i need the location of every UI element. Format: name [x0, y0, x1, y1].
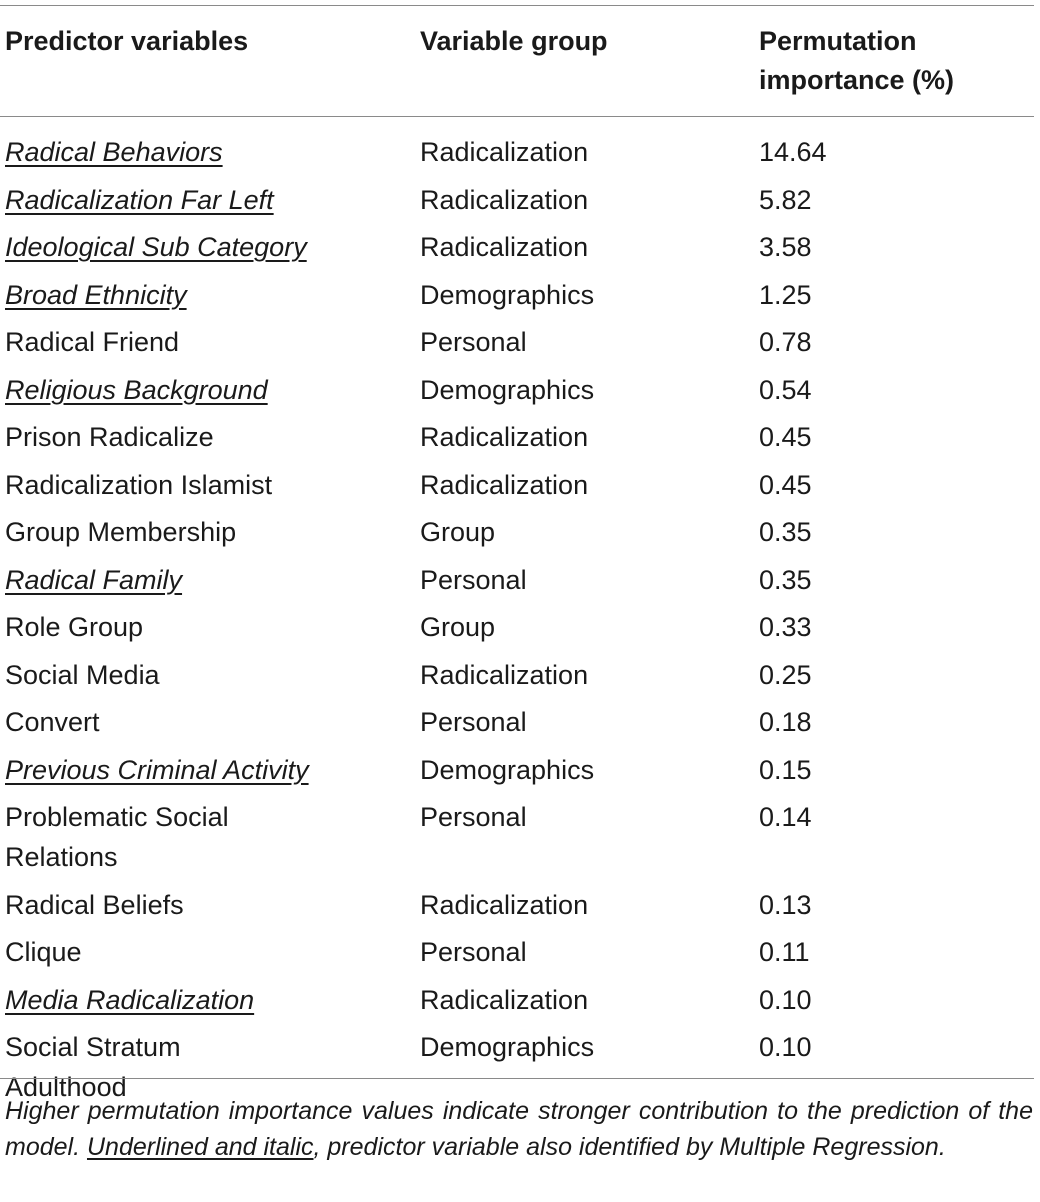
table-header-rule: [0, 116, 1034, 117]
importance-cell: 5.82: [759, 184, 812, 215]
importance-cell: 0.18: [759, 707, 812, 737]
table-row: [0, 227, 1034, 267]
predictor-cell: Role Group: [5, 612, 144, 642]
table-top-rule: [0, 5, 1034, 6]
importance-cell: 0.45: [759, 469, 812, 500]
table-row: [0, 512, 1034, 552]
predictor-cell: Group Membership: [5, 517, 237, 547]
variable-group-cell: Radicalization: [420, 889, 589, 920]
importance-cell: 14.64: [759, 137, 827, 167]
predictor-cell: Broad Ethnicity: [5, 279, 187, 310]
table-row: [0, 180, 1034, 220]
predictor-cell: Radical Family: [5, 564, 183, 595]
importance-cell: 0.35: [759, 564, 812, 595]
importance-cell: 3.58: [759, 232, 812, 262]
importance-cell: 0.10: [759, 1032, 812, 1062]
variable-group-cell: Group: [420, 612, 496, 642]
predictor-cell: Problematic Social Relations: [5, 802, 229, 872]
variable-group-cell: Radicalization: [420, 984, 589, 1015]
variable-group-cell: Demographics: [420, 279, 595, 310]
predictor-cell: Previous Criminal Activity: [5, 754, 309, 785]
footnote-text-1: Higher permutation importance values indicate stronger contribution to the prediction of the model.: [5, 1097, 1033, 1161]
variable-group-cell: Group: [420, 517, 496, 547]
table-row: [0, 322, 1034, 362]
importance-cell: 0.25: [759, 659, 812, 690]
predictor-cell: Ideological Sub Category: [5, 232, 307, 262]
table-row: [0, 275, 1034, 315]
predictor-cell: Radical Beliefs: [5, 889, 184, 920]
importance-cell: 0.10: [759, 984, 812, 1015]
header-predictor-variables: Predictor variables: [5, 26, 249, 56]
variable-group-cell: Demographics: [420, 1032, 595, 1062]
table-bottom-rule: [0, 1078, 1034, 1079]
variable-group-cell: Personal: [420, 802, 527, 832]
table-header: [0, 22, 1034, 112]
predictor-cell: Media Radicalization: [5, 984, 255, 1015]
table-row: [0, 370, 1034, 410]
table-row: [0, 560, 1034, 600]
variable-group-cell: Radicalization: [420, 469, 589, 500]
predictor-cell: Social Media: [5, 659, 160, 690]
table-footnote: [5, 1093, 1033, 1165]
variable-group-cell: Radicalization: [420, 232, 589, 262]
variable-group-cell: Demographics: [420, 754, 595, 785]
table-row: [0, 132, 1034, 172]
table-row: [0, 417, 1034, 457]
predictor-cell: Convert: [5, 707, 100, 737]
importance-cell: 0.14: [759, 802, 812, 832]
table-row: [0, 932, 1034, 972]
predictor-cell: Religious Background: [5, 374, 268, 405]
variable-group-cell: Personal: [420, 707, 527, 737]
predictor-cell: Radicalization Islamist: [5, 469, 273, 500]
variable-group-cell: Radicalization: [420, 422, 589, 452]
table-row: [0, 655, 1034, 695]
importance-cell: 0.15: [759, 754, 812, 785]
variable-group-cell: Personal: [420, 327, 527, 357]
table-body: [0, 132, 1034, 1115]
table-row: [0, 885, 1034, 925]
importance-cell: 0.13: [759, 889, 812, 920]
header-permutation-importance: Permutation importance (%): [759, 26, 955, 95]
variable-group-cell: Personal: [420, 937, 527, 967]
importance-cell: 0.33: [759, 612, 812, 642]
importance-cell: 0.54: [759, 374, 812, 405]
table-row: [0, 750, 1034, 790]
variable-group-cell: Radicalization: [420, 184, 589, 215]
header-variable-group: Variable group: [420, 26, 608, 56]
importance-cell: 0.35: [759, 517, 812, 547]
importance-cell: 0.11: [759, 937, 810, 967]
importance-cell: 0.45: [759, 422, 812, 452]
variable-group-cell: Radicalization: [420, 659, 589, 690]
importance-cell: 1.25: [759, 279, 812, 310]
variable-group-cell: Personal: [420, 564, 527, 595]
table-row: [0, 607, 1034, 647]
importance-cell: 0.78: [759, 327, 812, 357]
table-row: [0, 465, 1034, 505]
variable-group-cell: Radicalization: [420, 137, 589, 167]
predictor-cell: Prison Radicalize: [5, 422, 214, 452]
predictor-cell: Clique: [5, 937, 82, 967]
footnote-text-2: , predictor variable also identified by Multiple Regression.: [313, 1133, 946, 1161]
predictor-cell: Radicalization Far Left: [5, 184, 274, 215]
table-row: [0, 980, 1034, 1020]
predictor-cell: Radical Friend: [5, 327, 180, 357]
variable-group-cell: Demographics: [420, 374, 595, 405]
predictor-cell: Social Stratum Adulthood: [5, 1032, 181, 1102]
table-row: [0, 702, 1034, 742]
predictor-cell: Radical Behaviors: [5, 137, 223, 167]
footnote-underlined-text: Underlined and italic: [86, 1133, 314, 1161]
table-row: [0, 797, 1034, 877]
